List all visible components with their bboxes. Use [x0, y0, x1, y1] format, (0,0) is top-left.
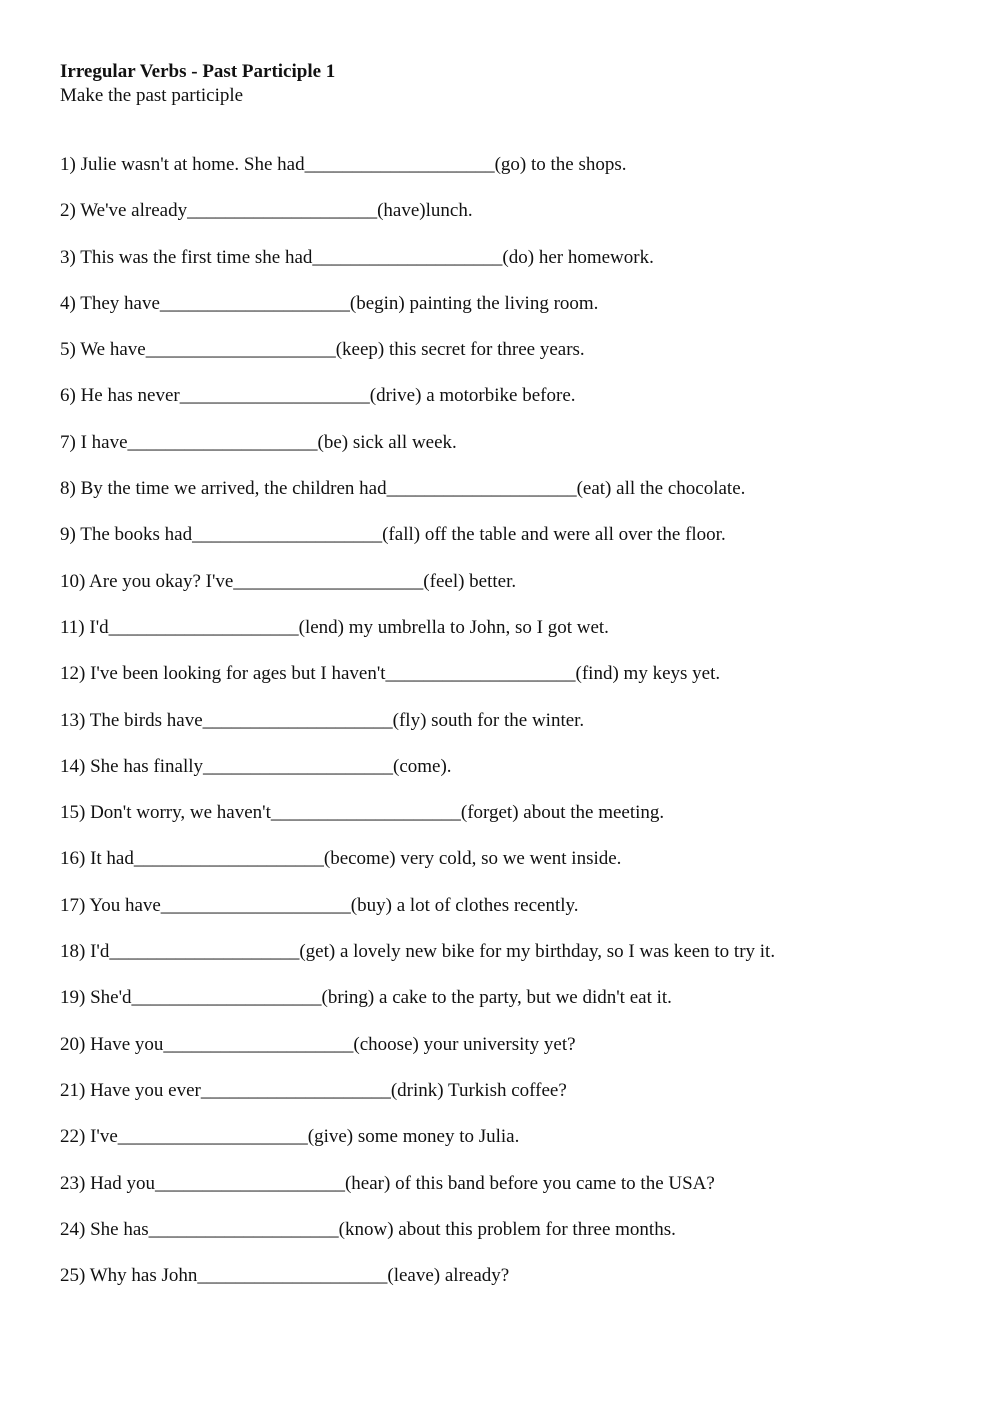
question-item: 16) It had____________________(become) very cold, so we went inside.: [60, 848, 622, 870]
question-list: [60, 152, 960, 1309]
question-item: 25) Why has John____________________(leave) already?: [60, 1265, 510, 1287]
question-item: 14) She has finally____________________(come).: [60, 755, 452, 777]
question-item: 7) I have____________________(be) sick all week.: [60, 431, 457, 453]
question-item: 21) Have you ever____________________(drink) Turkish coffee?: [60, 1079, 567, 1101]
worksheet-instruction: Make the past participle: [60, 85, 244, 106]
worksheet-title: Irregular Verbs - Past Participle 1: [60, 61, 336, 82]
question-item: 24) She has____________________(know) about this problem for three months.: [60, 1218, 676, 1240]
question-item: 1) Julie wasn't at home. She had____________________(go) to the shops.: [60, 154, 627, 175]
question-item: 23) Had you____________________(hear) of this band before you came to the USA?: [60, 1172, 715, 1194]
question-item: 5) We have____________________(keep) this secret for three years.: [60, 339, 585, 361]
question-item: 12) I've been looking for ages but I haven't____________________(find) my keys yet.: [60, 663, 721, 685]
question-item: 6) He has never____________________(drive) a motorbike before.: [60, 385, 576, 407]
question-item: 15) Don't worry, we haven't____________________(forget) about the meeting.: [60, 802, 665, 824]
question-item: 2) We've already____________________(have)lunch.: [60, 200, 473, 222]
question-item: 22) I've____________________(give) some money to Julia.: [60, 1126, 520, 1148]
question-item: 8) By the time we arrived, the children had____________________(eat) all the chocolate.: [60, 478, 746, 500]
question-item: 9) The books had____________________(fall) off the table and were all over the floor.: [60, 524, 726, 546]
question-item: 11) I'd____________________(lend) my umbrella to John, so I got wet.: [60, 616, 609, 638]
question-item: 20) Have you____________________(choose) your university yet?: [60, 1033, 576, 1055]
question-item: 18) I'd____________________(get) a lovely new bike for my birthday, so I was keen to try it.: [60, 941, 776, 963]
question-item: 13) The birds have____________________(fly) south for the winter.: [60, 709, 585, 731]
question-item: 19) She'd____________________(bring) a cake to the party, but we didn't eat it.: [60, 987, 672, 1009]
question-item: 3) This was the first time she had____________________(do) her homework.: [60, 246, 654, 268]
worksheet-page: [60, 0, 960, 1413]
question-item: 17) You have____________________(buy) a lot of clothes recently.: [60, 894, 579, 916]
question-item: 4) They have____________________(begin) painting the living room.: [60, 292, 599, 314]
question-item: 10) Are you okay? I've____________________(feel) better.: [60, 570, 517, 592]
